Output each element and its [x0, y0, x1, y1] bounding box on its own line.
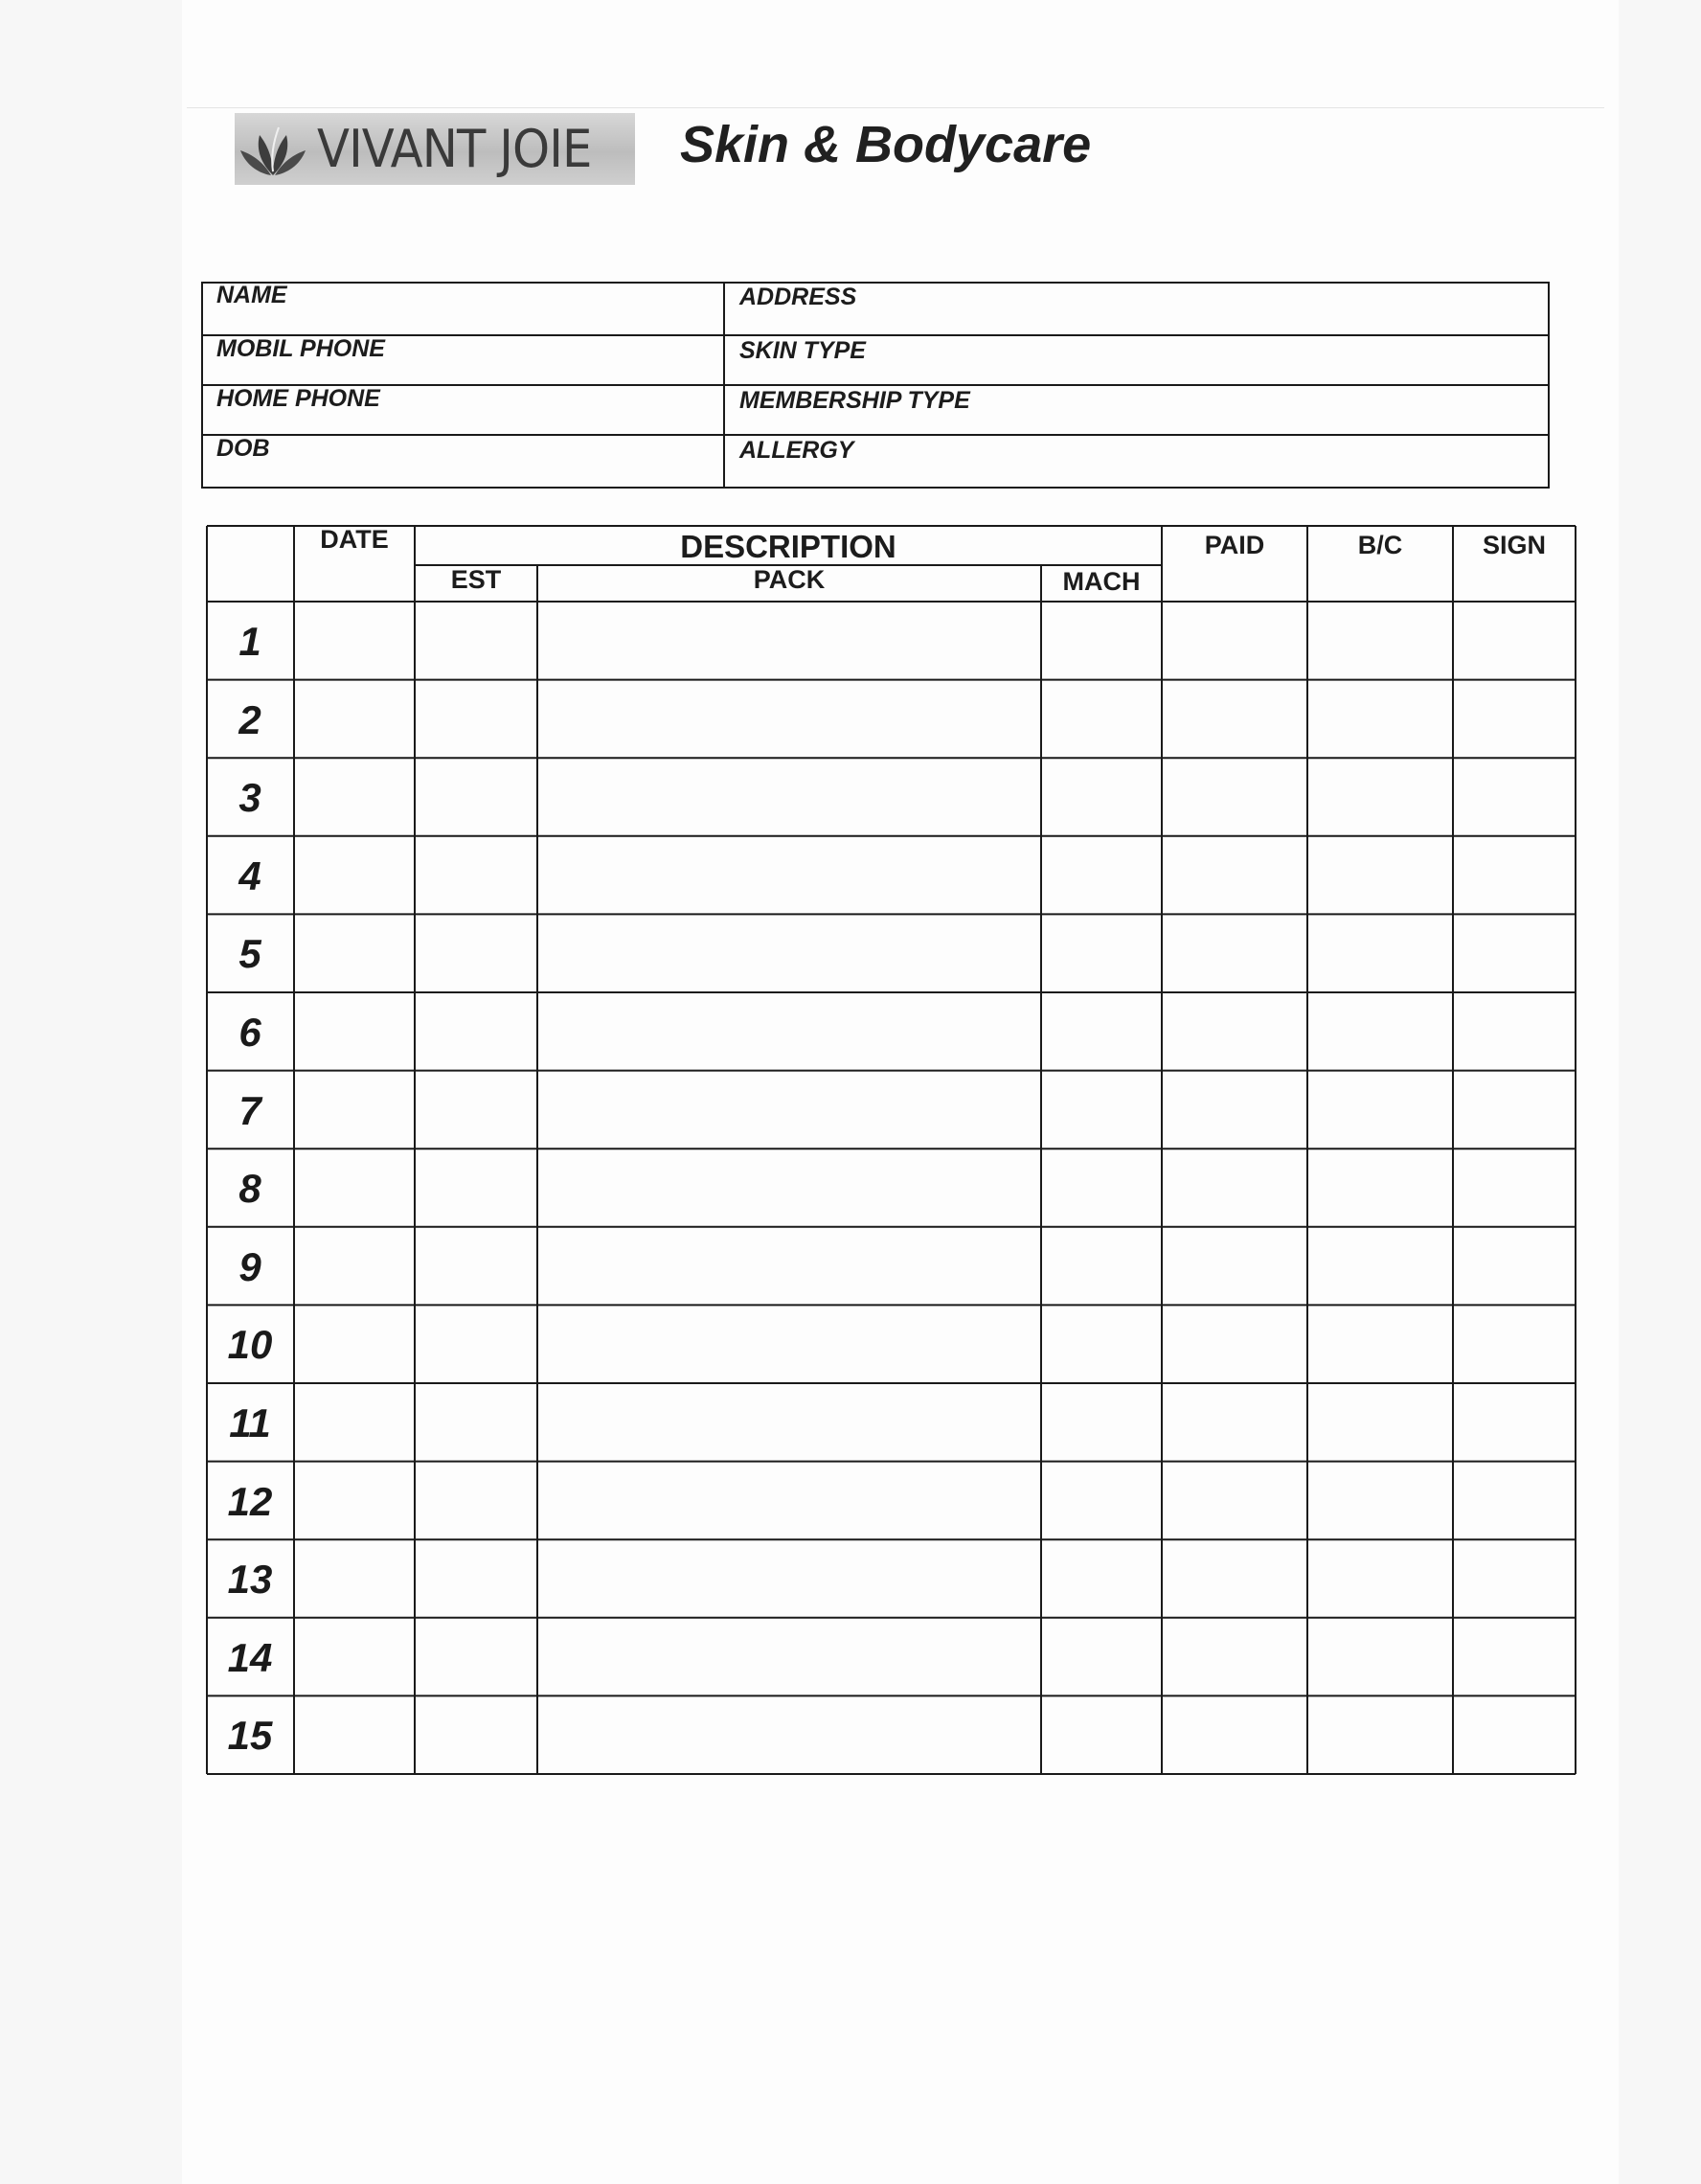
row-number: 5	[238, 931, 261, 977]
mach-cell[interactable]	[1043, 1620, 1160, 1695]
sign-cell[interactable]	[1455, 760, 1574, 834]
mach-cell[interactable]	[1043, 1541, 1160, 1616]
est-cell[interactable]	[417, 1385, 535, 1460]
est-cell[interactable]	[417, 1073, 535, 1148]
paid-cell[interactable]	[1164, 1464, 1305, 1538]
date-cell[interactable]	[296, 1073, 413, 1148]
date-cell[interactable]	[296, 1697, 413, 1772]
bc-cell[interactable]	[1309, 1541, 1451, 1616]
sign-cell[interactable]	[1455, 1620, 1574, 1695]
bc-cell[interactable]	[1309, 1697, 1451, 1772]
bc-cell[interactable]	[1309, 1385, 1451, 1460]
sign-cell[interactable]	[1455, 994, 1574, 1069]
sign-cell[interactable]	[1455, 1073, 1574, 1148]
row-number: 3	[238, 775, 261, 821]
sign-cell[interactable]	[1455, 1150, 1574, 1225]
logo-text: VIVANT JOIE	[317, 119, 592, 179]
date-cell[interactable]	[296, 1620, 413, 1695]
est-cell[interactable]	[417, 1307, 535, 1381]
sign-cell[interactable]	[1455, 838, 1574, 913]
est-cell[interactable]	[417, 1620, 535, 1695]
pack-header: PACK	[753, 565, 826, 594]
est-header: EST	[450, 565, 502, 594]
paid-cell[interactable]	[1164, 1073, 1305, 1148]
est-cell[interactable]	[417, 994, 535, 1069]
paid-cell[interactable]	[1164, 1150, 1305, 1225]
pack-cell[interactable]	[539, 1620, 1039, 1695]
mach-cell[interactable]	[1043, 1307, 1160, 1381]
address-field[interactable]	[726, 310, 1546, 333]
pack-cell[interactable]	[539, 838, 1039, 913]
address-label: ADDRESS	[739, 284, 857, 310]
pack-cell[interactable]	[539, 682, 1039, 757]
skin-type-label: SKIN TYPE	[739, 337, 866, 364]
bc-cell[interactable]	[1309, 760, 1451, 834]
pack-cell[interactable]	[539, 760, 1039, 834]
est-cell[interactable]	[417, 1229, 535, 1304]
sign-cell[interactable]	[1455, 1229, 1574, 1304]
bc-cell[interactable]	[1309, 1307, 1451, 1381]
sign-cell[interactable]	[1455, 1307, 1574, 1381]
bc-cell[interactable]	[1309, 603, 1451, 678]
pack-cell[interactable]	[539, 1229, 1039, 1304]
leaf-icon	[235, 116, 311, 183]
date-cell[interactable]	[296, 1307, 413, 1381]
bc-cell[interactable]	[1309, 1150, 1451, 1225]
date-cell[interactable]	[296, 1464, 413, 1538]
date-cell[interactable]	[296, 1385, 413, 1460]
bc-cell[interactable]	[1309, 1229, 1451, 1304]
date-cell[interactable]	[296, 682, 413, 757]
row-number: 7	[238, 1087, 261, 1133]
bc-header: B/C	[1357, 531, 1403, 559]
sign-cell[interactable]	[1455, 1464, 1574, 1538]
allergy-label: ALLERGY	[739, 437, 854, 464]
date-cell[interactable]	[296, 603, 413, 678]
sign-cell[interactable]	[1455, 916, 1574, 990]
skin-type-field[interactable]	[726, 362, 1546, 383]
mach-cell[interactable]	[1043, 1229, 1160, 1304]
date-cell[interactable]	[296, 916, 413, 990]
date-cell[interactable]	[296, 994, 413, 1069]
bc-cell[interactable]	[1309, 1073, 1451, 1148]
header-divider	[187, 107, 1604, 108]
mach-cell[interactable]	[1043, 994, 1160, 1069]
row-number: 11	[229, 1400, 271, 1445]
sign-cell[interactable]	[1455, 1541, 1574, 1616]
bc-cell[interactable]	[1309, 1464, 1451, 1538]
mach-cell[interactable]	[1043, 1385, 1160, 1460]
bc-cell[interactable]	[1309, 994, 1451, 1069]
pack-cell[interactable]	[539, 916, 1039, 990]
mach-cell[interactable]	[1043, 1697, 1160, 1772]
est-cell[interactable]	[417, 1150, 535, 1225]
row-number: 8	[238, 1166, 261, 1212]
mach-cell[interactable]	[1043, 760, 1160, 834]
bc-cell[interactable]	[1309, 1620, 1451, 1695]
row-number: 4	[238, 853, 261, 899]
row-number: 2	[238, 696, 261, 742]
date-cell[interactable]	[296, 1541, 413, 1616]
paid-cell[interactable]	[1164, 682, 1305, 757]
page-title: Skin & Bodycare	[680, 116, 1092, 173]
home-phone-field[interactable]	[203, 412, 722, 433]
est-cell[interactable]	[417, 1697, 535, 1772]
pack-cell[interactable]	[539, 1150, 1039, 1225]
est-cell[interactable]	[417, 682, 535, 757]
pack-cell[interactable]	[539, 603, 1039, 678]
membership-type-field[interactable]	[726, 412, 1546, 433]
bc-cell[interactable]	[1309, 838, 1451, 913]
bc-cell[interactable]	[1309, 682, 1451, 757]
pack-cell[interactable]	[539, 1697, 1039, 1772]
pack-cell[interactable]	[539, 1307, 1039, 1381]
row-number: 10	[227, 1322, 273, 1368]
paid-cell[interactable]	[1164, 1385, 1305, 1460]
mach-cell[interactable]	[1043, 1073, 1160, 1148]
name-field[interactable]	[203, 310, 722, 333]
sign-cell[interactable]	[1455, 603, 1574, 678]
row-number: 6	[238, 1010, 261, 1055]
paid-cell[interactable]	[1164, 1229, 1305, 1304]
pack-cell[interactable]	[539, 994, 1039, 1069]
paid-cell[interactable]	[1164, 916, 1305, 990]
bc-cell[interactable]	[1309, 916, 1451, 990]
client-info-table	[201, 282, 1552, 490]
date-cell[interactable]	[296, 1150, 413, 1225]
name-label: NAME	[216, 282, 287, 308]
paid-cell[interactable]	[1164, 838, 1305, 913]
paid-cell[interactable]	[1164, 994, 1305, 1069]
paid-header: PAID	[1204, 531, 1265, 559]
est-cell[interactable]	[417, 603, 535, 678]
pack-cell[interactable]	[539, 1385, 1039, 1460]
row-number: 13	[227, 1557, 273, 1603]
mach-cell[interactable]	[1043, 838, 1160, 913]
mach-cell[interactable]	[1043, 1150, 1160, 1225]
pack-cell[interactable]	[539, 1541, 1039, 1616]
dob-label: DOB	[216, 435, 270, 462]
mach-cell[interactable]	[1043, 603, 1160, 678]
paid-cell[interactable]	[1164, 760, 1305, 834]
sign-header: SIGN	[1482, 531, 1546, 559]
sign-cell[interactable]	[1455, 682, 1574, 757]
allergy-field[interactable]	[726, 462, 1546, 485]
mach-cell[interactable]	[1043, 1464, 1160, 1538]
membership-type-label: MEMBERSHIP TYPE	[739, 387, 970, 414]
est-cell[interactable]	[417, 1464, 535, 1538]
mach-cell[interactable]	[1043, 916, 1160, 990]
sign-cell[interactable]	[1455, 1385, 1574, 1460]
date-header: DATE	[320, 525, 389, 554]
pack-cell[interactable]	[539, 1073, 1039, 1148]
paid-cell[interactable]	[1164, 603, 1305, 678]
row-number: 1	[238, 619, 261, 664]
paid-cell[interactable]	[1164, 1541, 1305, 1616]
row-number: 15	[227, 1713, 273, 1759]
paid-cell[interactable]	[1164, 1697, 1305, 1772]
sign-cell[interactable]	[1455, 1697, 1574, 1772]
date-cell[interactable]	[296, 1229, 413, 1304]
est-cell[interactable]	[417, 1541, 535, 1616]
paid-cell[interactable]	[1164, 1307, 1305, 1381]
est-cell[interactable]	[417, 916, 535, 990]
mach-cell[interactable]	[1043, 682, 1160, 757]
home-phone-label: HOME PHONE	[216, 385, 380, 412]
row-number: 9	[238, 1243, 261, 1289]
date-cell[interactable]	[296, 760, 413, 834]
mobile-phone-field[interactable]	[203, 362, 722, 383]
row-number: 12	[227, 1478, 273, 1524]
est-cell[interactable]	[417, 760, 535, 834]
row-number: 14	[227, 1634, 273, 1680]
mobile-phone-label: MOBIL PHONE	[216, 335, 385, 362]
date-cell[interactable]	[296, 838, 413, 913]
brand-logo	[235, 113, 635, 185]
treatment-log-table	[206, 525, 1585, 1776]
est-cell[interactable]	[417, 838, 535, 913]
dob-field[interactable]	[203, 462, 722, 485]
pack-cell[interactable]	[539, 1464, 1039, 1538]
description-header: DESCRIPTION	[680, 529, 896, 564]
mach-header: MACH	[1062, 567, 1141, 596]
paid-cell[interactable]	[1164, 1620, 1305, 1695]
